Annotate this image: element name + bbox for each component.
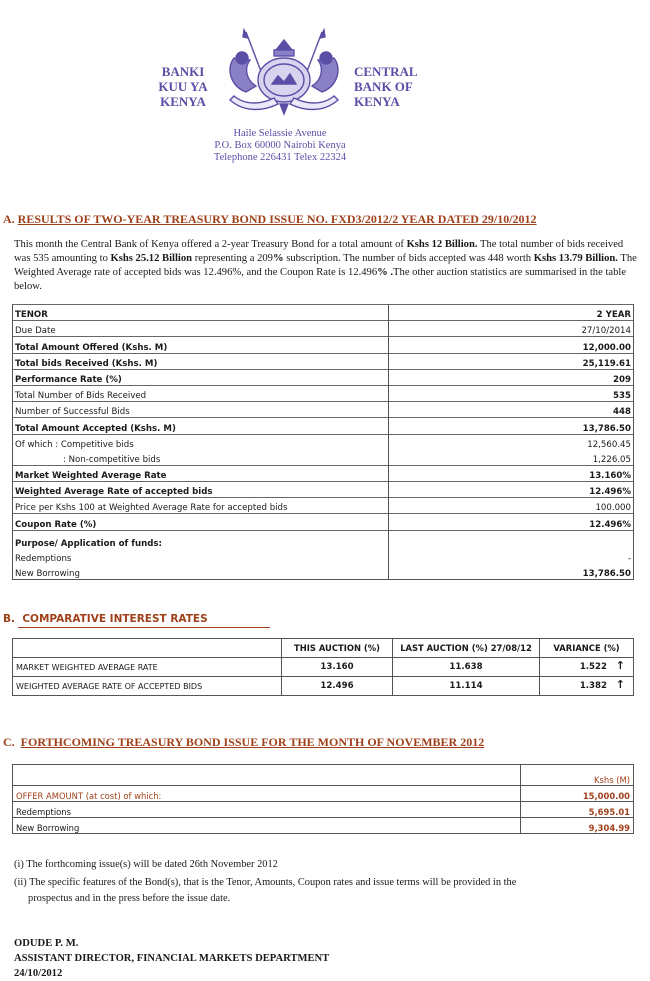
variance-cell <box>540 677 634 696</box>
section-prefix: A. <box>3 212 15 226</box>
row-value: 1,226.05 <box>389 450 634 466</box>
letterhead-line: BANKI <box>161 64 205 79</box>
row-value: 13,786.50 <box>389 418 634 434</box>
tenor-label: TENOR <box>13 305 389 321</box>
intro-text: The Weighted Average rate of accepted bids was 12.496%, and the Coupon Rate is 12.496 <box>14 253 637 278</box>
column-header: THIS AUCTION (%) <box>282 639 393 658</box>
letterhead-line: KENYA <box>354 94 400 109</box>
note-item-continuation: prospectus and in the press before the issue date. <box>28 893 231 904</box>
intro-text: The other auction statistics are summarised in the table below. <box>14 267 627 292</box>
row-value: 535 <box>389 385 634 401</box>
row-label: Total Amount Offered (Kshs. M) <box>13 337 389 353</box>
table-row <box>13 369 634 385</box>
signatory-name: ODUDE P. M. <box>14 938 79 949</box>
row-label: Weighted Average Rate of accepted bids <box>13 482 389 498</box>
section-b-heading <box>3 613 208 625</box>
row-label: OFFER AMOUNT (at cost) of which: <box>13 786 521 802</box>
note-item: (i) The forthcoming issue(s) will be dated 26th November 2012 <box>14 859 278 870</box>
row-value: 25,119.61 <box>389 353 634 369</box>
table-row <box>13 530 634 549</box>
variance-cell <box>540 658 634 677</box>
section-c-heading <box>3 735 484 750</box>
intro-bold: Kshs 13.79 Billion. <box>533 253 618 264</box>
variance-value: 1.522 <box>579 662 607 672</box>
variance-value: 1.382 <box>579 681 607 691</box>
table-row <box>13 385 634 401</box>
column-header: LAST AUCTION (%) 27/08/12 <box>393 639 540 658</box>
letterhead-line: CENTRAL <box>354 64 418 79</box>
row-label: Due Date <box>13 321 389 337</box>
row-value: 5,695.01 <box>521 802 634 818</box>
letterhead-line: KUU YA <box>158 79 208 94</box>
table-row <box>13 498 634 514</box>
row-label: MARKET WEIGHTED AVERAGE RATE <box>13 658 282 677</box>
intro-bold: % . <box>377 267 394 278</box>
table-row <box>13 786 634 802</box>
letterhead-line: BANK OF <box>354 79 413 94</box>
row-label: Price per Kshs 100 at Weighted Average Rate for accepted bids <box>13 498 389 514</box>
comparative-rates-table <box>12 638 634 696</box>
table-header-row <box>13 305 634 321</box>
table-row <box>13 514 634 530</box>
intro-text: The total number of bids received was 535 amounting to <box>14 239 624 264</box>
row-label: Redemptions <box>13 802 521 818</box>
row-value: 12,560.45 <box>389 434 634 450</box>
row-value: 209 <box>389 369 634 385</box>
letterhead-name-swahili <box>152 64 214 109</box>
table-row <box>13 321 634 337</box>
table-header-row <box>13 765 634 786</box>
address-line: Haile Selassie Avenue <box>233 128 327 139</box>
table-row <box>13 434 634 450</box>
table-row <box>13 549 634 564</box>
row-label: Performance Rate (%) <box>13 369 389 385</box>
row-value: - <box>389 549 634 564</box>
section-prefix: B. <box>3 613 15 625</box>
this-auction-value: 12.496 <box>282 677 393 696</box>
row-label: New Borrowing <box>13 818 521 834</box>
row-value: 27/10/2014 <box>389 321 634 337</box>
intro-text: subscription. The number of bids accepted was 448 worth <box>283 253 534 264</box>
last-auction-value: 11.114 <box>393 677 540 696</box>
row-label: Total Amount Accepted (Kshs. M) <box>13 418 389 434</box>
row-value: 12,000.00 <box>389 337 634 353</box>
row-label: WEIGHTED AVERAGE RATE OF ACCEPTED BIDS <box>13 677 282 696</box>
table-row <box>13 450 634 466</box>
row-value: 15,000.00 <box>521 786 634 802</box>
address-line: P.O. Box 60000 Nairobi Kenya <box>214 140 346 151</box>
intro-bold: Kshs 25.12 Billion <box>110 253 193 264</box>
table-row <box>13 802 634 818</box>
signature-date: 24/10/2012 <box>14 968 63 979</box>
row-label: Coupon Rate (%) <box>13 514 389 530</box>
row-value: 100.000 <box>389 498 634 514</box>
section-title: FORTHCOMING TREASURY BOND ISSUE FOR THE MONTH OF NOVEMBER 2012 <box>20 735 485 749</box>
forthcoming-issue-table <box>12 764 634 834</box>
intro-bold: Kshs 12 Billion. <box>406 239 478 250</box>
table-row <box>13 658 634 677</box>
row-label: Redemptions <box>13 549 389 564</box>
row-value: 12.496% <box>389 514 634 530</box>
column-header <box>13 639 282 658</box>
letterhead-address <box>180 128 380 164</box>
table-row <box>13 402 634 418</box>
row-label: Market Weighted Average Rate <box>13 465 389 481</box>
column-header: VARIANCE (%) <box>540 639 634 658</box>
table-header-row <box>13 639 634 658</box>
table-row <box>13 337 634 353</box>
section-b-underline <box>18 627 270 628</box>
row-label: Purpose/ Application of funds: <box>13 530 389 549</box>
signature-block <box>14 936 329 981</box>
table-row <box>13 818 634 834</box>
row-value: 12.496% <box>389 482 634 498</box>
row-label: Number of Successful Bids <box>13 402 389 418</box>
letterhead-line: KENYA <box>160 94 206 109</box>
row-label: Total bids Received (Kshs. M) <box>13 353 389 369</box>
row-label: : Non-competitive bids <box>13 450 389 466</box>
table-row <box>13 482 634 498</box>
letterhead-name-english <box>354 64 434 109</box>
table-row <box>13 677 634 696</box>
table-row <box>13 353 634 369</box>
table-row <box>13 465 634 481</box>
row-value: 9,304.99 <box>521 818 634 834</box>
section-a-intro <box>14 238 639 294</box>
intro-text: representing a 209 <box>192 253 273 264</box>
row-label: New Borrowing <box>13 564 389 580</box>
row-value: 448 <box>389 402 634 418</box>
intro-text: This month the Central Bank of Kenya offered a 2-year Treasury Bond for a total amount of <box>14 239 407 250</box>
note-item: (ii) The specific features of the Bond(s), that is the Tenor, Amounts, Coupon rates and issue terms will be provided in the <box>14 877 517 888</box>
last-auction-value: 11.638 <box>393 658 540 677</box>
unit-header: Kshs (M) <box>521 765 634 786</box>
empty-header <box>13 765 521 786</box>
address-line: Telephone 226431 Telex 22324 <box>213 152 347 163</box>
section-title: COMPARATIVE INTEREST RATES <box>22 613 208 625</box>
row-label: Of which : Competitive bids <box>13 434 389 450</box>
section-prefix: C. <box>3 735 15 749</box>
arrow-up-icon: ↑ <box>615 659 625 672</box>
row-value <box>389 530 634 549</box>
notes <box>14 856 634 908</box>
row-value: 13,786.50 <box>389 564 634 580</box>
table-row <box>13 564 634 580</box>
section-a-heading <box>3 212 537 227</box>
table-row <box>13 418 634 434</box>
signatory-title: ASSISTANT DIRECTOR, FINANCIAL MARKETS DEPARTMENT <box>14 953 330 964</box>
section-title: RESULTS OF TWO-YEAR TREASURY BOND ISSUE NO. FXD3/2012/2 YEAR DATED 29/10/2012 <box>17 212 537 226</box>
row-label: Total Number of Bids Received <box>13 385 389 401</box>
coat-of-arms-icon <box>216 28 352 118</box>
intro-bold: % <box>272 253 284 264</box>
tenor-value: 2 YEAR <box>389 305 634 321</box>
row-value: 13.160% <box>389 465 634 481</box>
this-auction-value: 13.160 <box>282 658 393 677</box>
arrow-up-icon: ↑ <box>615 678 625 691</box>
auction-results-table <box>12 304 634 580</box>
